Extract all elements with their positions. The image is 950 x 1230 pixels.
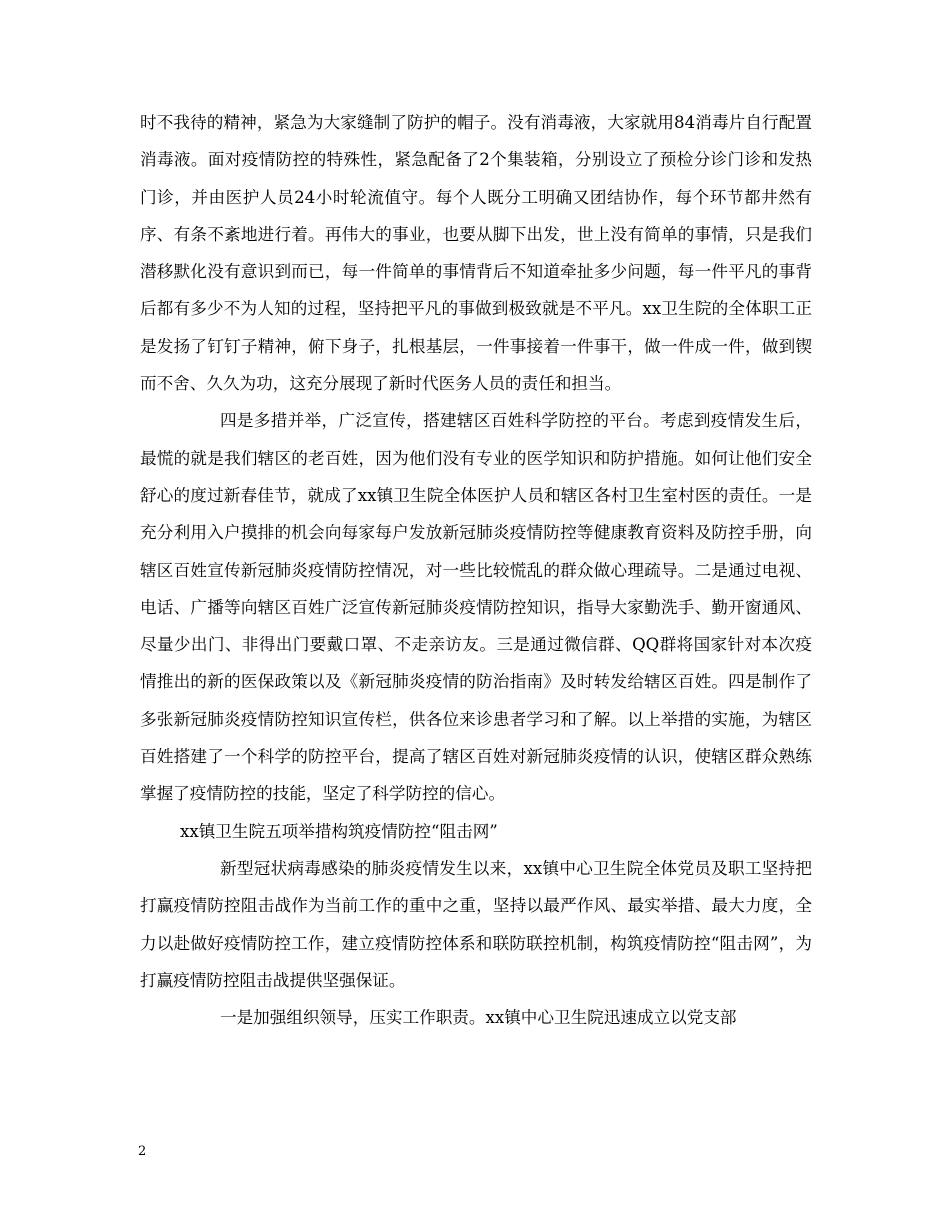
page-number: 2 (138, 1144, 147, 1159)
section-heading: xx镇卫生院五项举措构筑疫情防控“阻击网” (180, 821, 498, 841)
paragraph-intro: 新型冠状病毒感染的肺炎疫情发生以来，xx镇中心卫生院全体党员及职工坚持把打赢疫情防控阻击战作为当前工作的重中之重，坚持以最严作风、最实举措、最大力度，全力以赴做好疫情防控工作，建立疫情防控体系和联防联控机制，构筑疫情防控“阻击网”，为打赢疫情防控阻击战提供坚强保证。 (140, 858, 812, 990)
paragraph-publicity-measures: 四是多措并举，广泛宣传，搭建辖区百姓科学防控的平台。考虑到疫情发生后，最慌的就是我们辖区的老百姓，因为他们没有专业的医学知识和防护措施。如何让他们安全舒心的度过新春佳节，就成了xx镇卫生院全体医护人员和辖区各村卫生室村医的责任。一是充分利用入户摸排的机会向每家每户发放新冠肺炎疫情防控等健康教育资料及防控手册，向辖区百姓宣传新冠肺炎疫情防控情况，对一些比较慌乱的群众做心理疏导。二是通过电视、电话、广播等向辖区百姓广泛宣传新冠肺炎疫情防控知识，指导大家勤洗手、勤开窗通风、尽量少出门、非得出门要戴口罩、不走亲访友。三是通过微信群、QQ群将国家针对本次疫情推出的新的医保政策以及《新冠肺炎疫情的防治指南》及时转发给辖区百姓。四是制作了多张新冠肺炎疫情防控知识宣传栏，供各位来诊患者学习和了解。以上举措的实施，为辖区百姓搭建了一个科学的防控平台，提高了辖区百姓对新冠肺炎疫情的认识，使辖区群众熟练掌握了疫情防控的技能，坚定了科学防控的信心。 (140, 411, 812, 804)
paragraph-continued: 时不我待的精神，紧急为大家缝制了防护的帽子。没有消毒液，大家就用84消毒片自行配置消毒液。面对疫情防控的特殊性，紧急配备了2个集装箱，分别设立了预检分诊门诊和发热门诊，并由医护人员24小时轮流值守。每个人既分工明确又团结协作，每个环节都井然有序、有条不紊地进行着。再伟大的事业，也要从脚下出发，世上没有简单的事情，只是我们潜移默化没有意识到而已，每一件简单的事情背后不知道牵扯多少问题，每一件平凡的事背后都有多少不为人知的过程，坚持把平凡的事做到极致就是不平凡。xx卫生院的全体职工正是发扬了钉钉子精神，俯下身子，扎根基层，一件事接着一件事干，做一件成一件，做到锲而不舍、久久为功，这充分展现了新时代医务人员的责任和担当。 (140, 113, 812, 394)
document-body (140, 104, 812, 1036)
paragraph-organization: 一是加强组织领导，压实工作职责。xx镇中心卫生院迅速成立以党支部 (220, 1008, 737, 1028)
